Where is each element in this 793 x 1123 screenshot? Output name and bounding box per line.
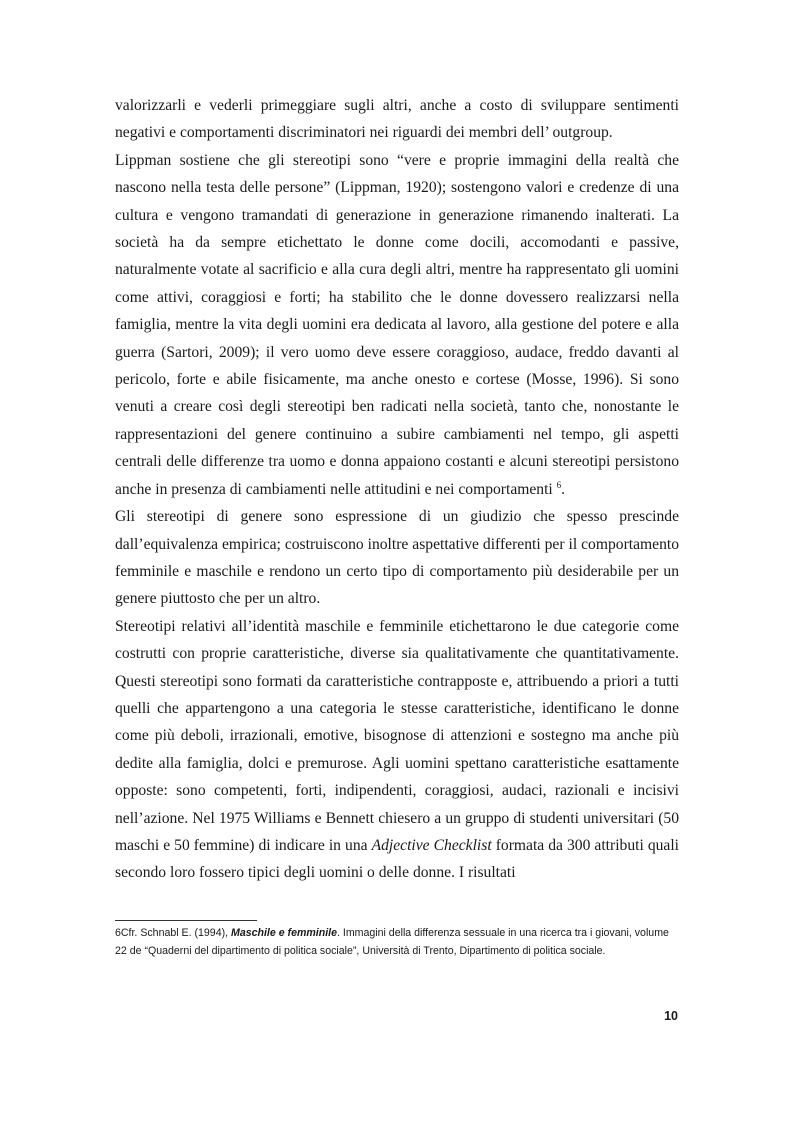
page-number: 10 [664, 1009, 678, 1023]
footnote-separator [115, 920, 257, 921]
adjective-checklist-term: Adjective Checklist [371, 836, 492, 854]
paragraph-continuation: valorizzarli e vederli primeggiare sugli altri, anche a costo di sviluppare sentimenti negativi e comportamenti discriminatori nei riguardi dei membri dell’ outgroup. [115, 97, 679, 142]
body-text [115, 92, 679, 887]
paragraph-identity-stereotypes: Stereotipi relativi all’identità maschile e femminile etichettarono le due categorie come costrutti con proprie caratteristiche, diverse sia qualitativamente che quantitativamente. Questi stereotipi sono formati da caratteristiche contrapposte e, attribuendo a priori a tutti quelli che appartengono a una categoria le stesse caratteristiche, identificano le donne come più deboli, irrazionali, emotive, bisognose di attenzioni e sostegno ma anche più dedite alla famiglia, dolci e premurose. Agli uomini spettano caratteristiche esattamente opposte: sono competenti, forti, indipendenti, coraggiosi, audaci, razionali e incisivi nell’azione. Nel 1975 Williams e Bennett chiesero a un gruppo di studenti universitari (50 maschi e 50 femmine) di indicare in una Adjective Checklist formata da 300 attributi quali secondo loro fossero tipici degli uomini o delle donne. I risultati [115, 617, 680, 882]
footnote-title: Maschile e femminile [231, 927, 337, 939]
footnote-reference[interactable]: 6 [556, 479, 562, 490]
paragraph-gender-stereotypes: Gli stereotipi di genere sono espressione di un giudizio che spesso prescinde dall’equivalenza empirica; costruiscono inoltre aspettative differenti per il comportamento femminile e maschile e rendono un certo tipo di comportamento più desiderabile per un genere piuttosto che per un altro. [115, 508, 679, 608]
paragraph-lippman: Lippman sostiene che gli stereotipi sono “vere e proprie immagini della realtà che nascono nella testa delle persone” (Lippman, 1920); sostengono valori e credenze di una cultura e vengono tramandati di generazione in generazione rimanendo inalterati. La società ha da sempre etichettato le donne come docili, accomodanti e passive, naturalmente votate al sacrificio e alla cura degli altri, mentre ha rappresentato gli uomini come attivi, coraggiosi e forti; ha stabilito che le donne dovessero realizzarsi nella famiglia, mentre la vita degli uomini era dedicata al lavoro, alla gestione del potere e alla guerra (Sartori, 2009); il vero uomo deve essere coraggioso, audace, freddo davanti al pericolo, forte e abile fisicamente, ma anche onesto e cortese (Mosse, 1996). Si sono venuti a creare così degli stereotipi ben radicati nella società, tanto che, nonostante le rappresentazioni del genere continuino a subire cambiamenti nel tempo, gli aspetti centrali delle differenze tra uomo e donna appaiono costanti e alcuni stereotipi persistono anche in presenza di cambiamenti nelle attitudini e nei comportamenti $^6$. [115, 151, 679, 498]
footnote-6: 6Cfr. Schnabl E. (1994), Maschile e femminile. Immagini della differenza sessuale in una ricerca tra i giovani, volume 22 de “Quaderni del dipartimento di politica sociale”, Università di Trento, Dipartimento di politica sociale. [115, 927, 669, 957]
